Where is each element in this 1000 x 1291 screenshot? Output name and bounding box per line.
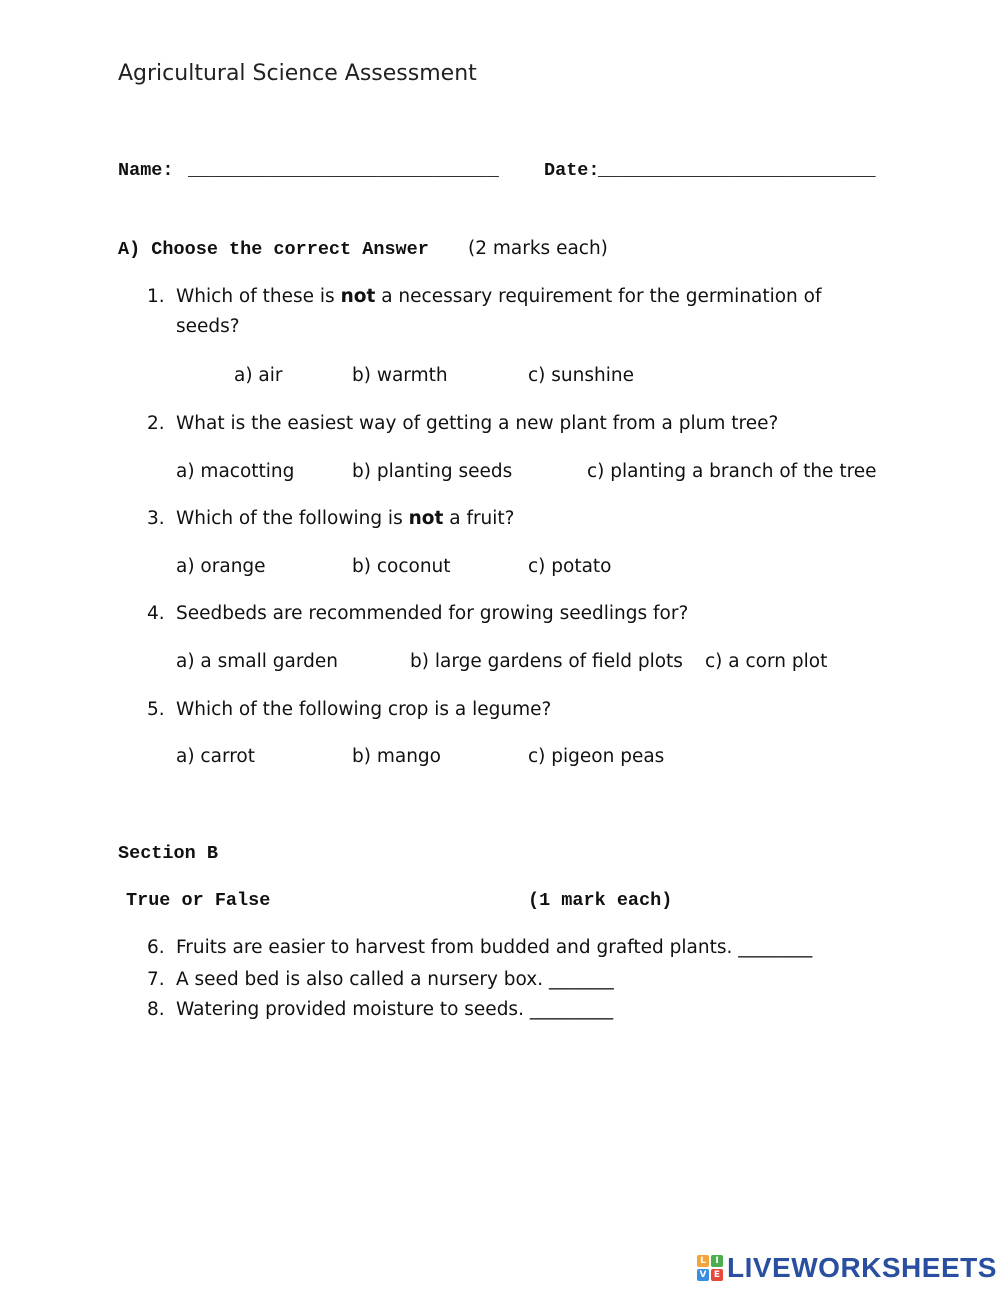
question-3-post: a fruit? [443, 508, 515, 529]
question-7-number: 7. [147, 969, 165, 990]
section-a-heading: A) Choose the correct Answer [118, 239, 429, 260]
liveworksheets-logo[interactable] [697, 1252, 997, 1284]
question-5-option-b[interactable]: b) mango [352, 746, 441, 767]
question-1-option-c[interactable]: c) sunshine [528, 365, 634, 386]
question-4-option-c[interactable]: c) a corn plot [705, 651, 828, 672]
question-4-number: 4. [147, 603, 165, 624]
question-8-number: 8. [147, 999, 165, 1020]
question-2-option-b[interactable]: b) planting seeds [352, 461, 513, 482]
question-3-option-c[interactable]: c) potato [528, 556, 612, 577]
question-8-answer-blank[interactable]: _________ [529, 999, 614, 1020]
question-6-text: Fruits are easier to harvest from budded and grafted plants. [176, 937, 739, 958]
question-1-option-b[interactable]: b) warmth [352, 365, 448, 386]
question-4-text: Seedbeds are recommended for growing seedlings for? [176, 603, 689, 624]
section-a-marks: (2 marks each) [468, 238, 608, 259]
question-5-text: Which of the following crop is a legume? [176, 699, 552, 720]
date-field[interactable]: _________________________ [598, 160, 876, 181]
question-2-option-a[interactable]: a) macotting [176, 461, 295, 482]
question-3-number: 3. [147, 508, 165, 529]
section-b-marks: (1 mark each) [528, 890, 673, 911]
question-2-option-c[interactable]: c) planting a branch of the tree [587, 461, 877, 482]
logo-text: LIVEWORKSHEETS [727, 1252, 997, 1283]
question-7-text: A seed bed is also called a nursery box. [176, 969, 550, 990]
question-5-option-a[interactable]: a) carrot [176, 746, 255, 767]
question-7-answer-blank[interactable]: _______ [549, 969, 614, 990]
question-1-number: 1. [147, 286, 165, 307]
logo-letter: V [697, 1269, 709, 1281]
question-1-post: a necessary requirement for the germination of [375, 286, 822, 307]
question-3-option-a[interactable]: a) orange [176, 556, 266, 577]
name-field[interactable]: ____________________________ [188, 160, 499, 181]
question-6-number: 6. [147, 937, 165, 958]
question-3-text [176, 508, 515, 529]
question-1-pre: Which of these is [176, 286, 341, 307]
worksheet-title: Agricultural Science Assessment [118, 61, 477, 86]
date-label: Date: [544, 160, 600, 181]
question-2-text: What is the easiest way of getting a new plant from a plum tree? [176, 413, 779, 434]
name-label: Name: [118, 160, 174, 181]
question-1-line2: seeds? [176, 316, 240, 337]
logo-letter: L [697, 1255, 709, 1267]
question-3-emphasis: not [408, 508, 444, 529]
question-1-option-a[interactable]: a) air [234, 365, 283, 386]
question-2-number: 2. [147, 413, 165, 434]
question-4-option-a[interactable]: a) a small garden [176, 651, 339, 672]
question-6 [176, 937, 812, 958]
question-8 [176, 999, 613, 1020]
question-5-option-c[interactable]: c) pigeon peas [528, 746, 665, 767]
section-b-heading: Section B [118, 843, 218, 864]
question-3-option-b[interactable]: b) coconut [352, 556, 451, 577]
question-3-pre: Which of the following is [176, 508, 409, 529]
question-5-number: 5. [147, 699, 165, 720]
question-1-text [176, 286, 822, 307]
section-b-subheading: True or False [126, 890, 271, 911]
question-7 [176, 969, 614, 990]
question-6-answer-blank[interactable]: ________ [738, 937, 813, 958]
logo-letter: E [711, 1269, 723, 1281]
question-8-text: Watering provided moisture to seeds. [176, 999, 530, 1020]
question-1-emphasis: not [340, 286, 376, 307]
logo-mark-icon [697, 1255, 723, 1281]
logo-letter: I [711, 1255, 723, 1267]
question-4-option-b[interactable]: b) large gardens of field plots [410, 651, 683, 672]
